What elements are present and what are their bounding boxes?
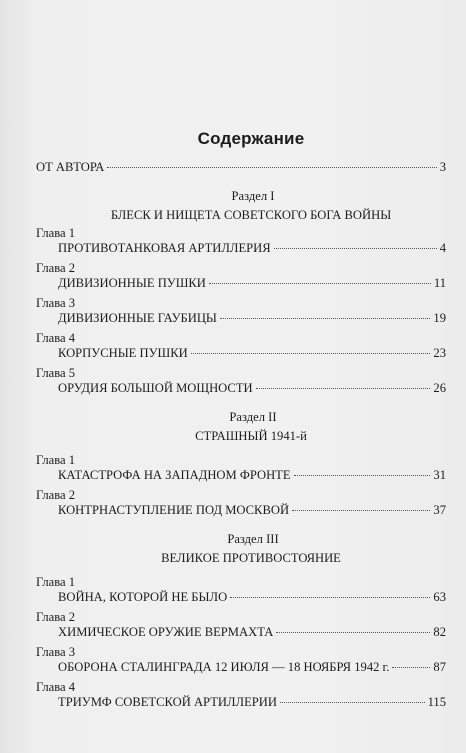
dot-leader [274, 248, 437, 249]
toc-entry-text: КАТАСТРОФА НА ЗАПАДНОМ ФРОНТЕ [58, 468, 291, 482]
toc-entry-text: ДИВИЗИОННЫЕ ПУШКИ [58, 276, 206, 290]
toc-entry-text: ОТ АВТОРА [36, 160, 105, 174]
toc-entry-page: 115 [427, 695, 446, 709]
toc-entry [36, 382, 446, 400]
toc-entry [36, 242, 446, 260]
toc-entry [36, 696, 446, 714]
toc-entry-text: ВОЙНА, КОТОРОЙ НЕ БЫЛО [58, 590, 228, 604]
dot-leader [209, 283, 431, 284]
toc-entry [36, 347, 446, 365]
chapter-label: Глава 4 [36, 680, 76, 694]
toc-entry [36, 661, 446, 679]
chapter-label: Глава 2 [36, 610, 76, 624]
section-title: БЛЕСК И НИЩЕТА СОВЕТСКОГО БОГА ВОЙНЫ [110, 208, 392, 222]
chapter-label: Глава 3 [36, 296, 76, 310]
toc-entry-page: 82 [433, 625, 446, 639]
chapter-label: Глава 1 [36, 226, 76, 240]
toc-entry-page: 37 [433, 503, 446, 517]
section-number: Раздел II [229, 410, 277, 424]
dot-leader [292, 510, 430, 511]
toc-entry-text: ОБОРОНА СТАЛИНГРАДА 12 ИЮЛЯ — 18 НОЯБРЯ 1942 г. [58, 660, 390, 674]
chapter-label: Глава 2 [36, 261, 76, 275]
toc-entry [36, 626, 446, 644]
chapter-label: Глава 4 [36, 331, 76, 345]
dot-leader [392, 667, 430, 668]
toc-entry [36, 312, 446, 330]
chapter-label: Глава 1 [36, 453, 76, 467]
toc-entry-page: 11 [433, 276, 446, 290]
section-heading [36, 408, 446, 446]
dot-leader [294, 475, 431, 476]
toc-entry-page: 26 [433, 381, 446, 395]
toc-entry [36, 277, 446, 295]
toc-entry-text: ПРОТИВОТАНКОВАЯ АРТИЛЛЕРИЯ [58, 241, 271, 255]
toc-entry-text: ХИМИЧЕСКОЕ ОРУЖИЕ ВЕРМАХТА [58, 625, 274, 639]
dot-leader [107, 167, 436, 168]
section-heading [36, 187, 446, 225]
toc-entry [36, 591, 446, 609]
toc-entry-intro [36, 161, 446, 179]
page-title: Содержание [197, 129, 305, 148]
dot-leader [276, 632, 430, 633]
toc-entry-page: 4 [439, 241, 446, 255]
toc-entry-text: ОРУДИЯ БОЛЬШОЙ МОЩНОСТИ [58, 381, 253, 395]
toc-entry-text: ДИВИЗИОННЫЕ ГАУБИЦЫ [58, 311, 217, 325]
toc-entry-text: КОРПУСНЫЕ ПУШКИ [58, 346, 188, 360]
dot-leader [256, 388, 431, 389]
toc-entry-page: 63 [433, 590, 446, 604]
toc-entry [36, 504, 446, 522]
toc-entry-page: 23 [433, 346, 446, 360]
toc-entry-page: 3 [439, 160, 446, 174]
dot-leader [220, 318, 430, 319]
chapter-label: Глава 3 [36, 645, 76, 659]
toc-entry-text: КОНТРНАСТУПЛЕНИЕ ПОД МОСКВОЙ [58, 503, 290, 517]
section-title: СТРАШНЫЙ 1941-й [195, 429, 307, 443]
section-number: Раздел III [227, 532, 279, 546]
chapter-label: Глава 5 [36, 366, 76, 380]
chapter-label: Глава 2 [36, 488, 76, 502]
dot-leader [280, 702, 425, 703]
section-title: ВЕЛИКОЕ ПРОТИВОСТОЯНИЕ [161, 551, 341, 565]
dot-leader [191, 353, 431, 354]
section-number: Раздел I [231, 189, 275, 203]
toc-entry-text: ТРИУМФ СОВЕТСКОЙ АРТИЛЛЕРИИ [58, 695, 277, 709]
toc-entry-page: 19 [433, 311, 446, 325]
chapter-label: Глава 1 [36, 575, 76, 589]
dot-leader [230, 597, 430, 598]
section-heading [36, 530, 446, 568]
table-of-contents [36, 118, 446, 714]
toc-entry-page: 31 [433, 468, 446, 482]
toc-entry-page: 87 [433, 660, 446, 674]
toc-entry [36, 469, 446, 487]
